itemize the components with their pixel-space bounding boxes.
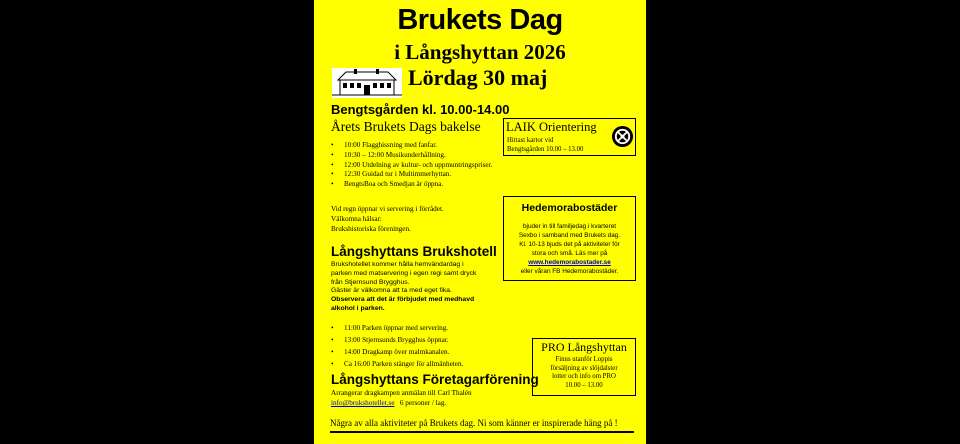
- hotel-line: Gäster är välkomna att ta med eget fika.: [331, 287, 452, 295]
- hedemora-link[interactable]: www.hedemorabostader.se: [528, 258, 611, 266]
- laik-line: Hittast kartor vid: [507, 137, 554, 144]
- pro-line: Finns utanför Loppis: [555, 356, 613, 363]
- footer-divider: [330, 431, 634, 433]
- hedemora-line: bjuder in till familjedag i kvarteret: [522, 223, 617, 230]
- hedemora-line: Sexbo i samband med Brukets dag.: [518, 231, 621, 239]
- footer-text: Några av alla aktiviteter på Brukets dag. Ni som känner er inspirerade häng på !: [330, 418, 618, 428]
- team-size: 6 personer / lag.: [399, 399, 447, 407]
- rain-line: Brukshistoriska föreningen.: [331, 225, 411, 233]
- event-date: Lördag 30 maj: [408, 65, 548, 90]
- bake-heading: Årets Brukets Dags bakelse: [331, 119, 481, 134]
- list-item: • 10:30 – 12:00 Musikunderhållning.: [331, 151, 492, 161]
- pro-box: [532, 338, 636, 396]
- rain-line: Välkomna hälsar:: [331, 215, 382, 223]
- laik-info: [507, 137, 583, 154]
- foretagar-line: [331, 398, 472, 408]
- house-icon: [332, 68, 402, 98]
- schedule-list: [331, 141, 492, 190]
- pro-title: PRO Långshyttan: [541, 340, 627, 354]
- hotel-line: från Stjernsund Brygghus.: [331, 278, 410, 286]
- pro-line: lotter och info om PRO: [552, 373, 616, 381]
- hedemora-title: Hedemorabostäder: [521, 202, 618, 214]
- foretagar-line: Arrangerar dragkampen anmälan till Carl Thalén: [331, 389, 472, 397]
- list-item: • 12:00 Utdelning av kultur- och uppmuntringspriser.: [331, 161, 492, 171]
- hotel-warning: alkohol i parken.: [331, 304, 385, 312]
- list-item: • 11:00 Parken öppnar med servering.: [331, 322, 463, 334]
- hotel-text: [331, 261, 476, 314]
- laik-title: LAIK Orientering: [506, 120, 597, 134]
- hedemora-line: stora och små. Läs mer på: [531, 249, 608, 257]
- list-item: • 13:00 Stjernsunds Brygghus öppnar.: [331, 334, 463, 346]
- poster: [314, 0, 646, 444]
- pro-line: 10.00 – 13.00: [565, 381, 603, 389]
- hedemora-line: eller våran FB Hedemorabostäder.: [520, 267, 619, 275]
- hedemora-line: Kl. 10-13 bjuds det på aktiviteter för: [519, 240, 620, 248]
- list-item: • 12:30 Guidad tur i Multimmerhyttan.: [331, 170, 492, 180]
- venue-heading: Bengtsgården kl. 10.00-14.00: [331, 102, 510, 117]
- laik-box: [503, 118, 636, 156]
- poster-subtitle: i Långshyttan 2026: [394, 40, 566, 64]
- hotel-line: parken med matservering i egen regi samt dryck: [331, 269, 477, 277]
- list-item: • Ca 16:00 Parken stänger för allmänheten.: [331, 358, 463, 370]
- hotel-schedule-list: [331, 322, 463, 370]
- list-item: • 10:00 Flagghissning med fanfar.: [331, 141, 492, 151]
- hedemora-text: [504, 223, 635, 276]
- pro-line: försäljning av slöjdalster: [550, 364, 618, 372]
- email-link[interactable]: info@brukshotellet.se: [331, 399, 395, 407]
- orienteering-logo-icon: [611, 125, 634, 148]
- foretagar-heading: Långshyttans Företagarförening: [331, 372, 539, 387]
- hotel-warning: Observera att det är förbjudet med medhavd: [331, 296, 475, 304]
- laik-line: Bengtsgården 10.00 – 13.00: [507, 145, 584, 153]
- poster-title: Brukets Dag: [397, 4, 563, 36]
- list-item: • 14:00 Dragkamp över malmkanalen.: [331, 346, 463, 358]
- rain-line: Vid regn öppnar vi servering i förrådet.: [331, 205, 444, 213]
- pro-text: [533, 356, 635, 390]
- hotel-heading: Långshyttans Brukshotell: [331, 244, 497, 259]
- hotel-line: Brukshotellet kommer hålla hemvändardag i: [331, 261, 464, 268]
- list-item: • BengtsBoa och Smedjan är öppna.: [331, 180, 492, 190]
- hedemora-box: [503, 196, 636, 281]
- rain-notice: [331, 204, 444, 234]
- foretagar-text: [331, 388, 472, 408]
